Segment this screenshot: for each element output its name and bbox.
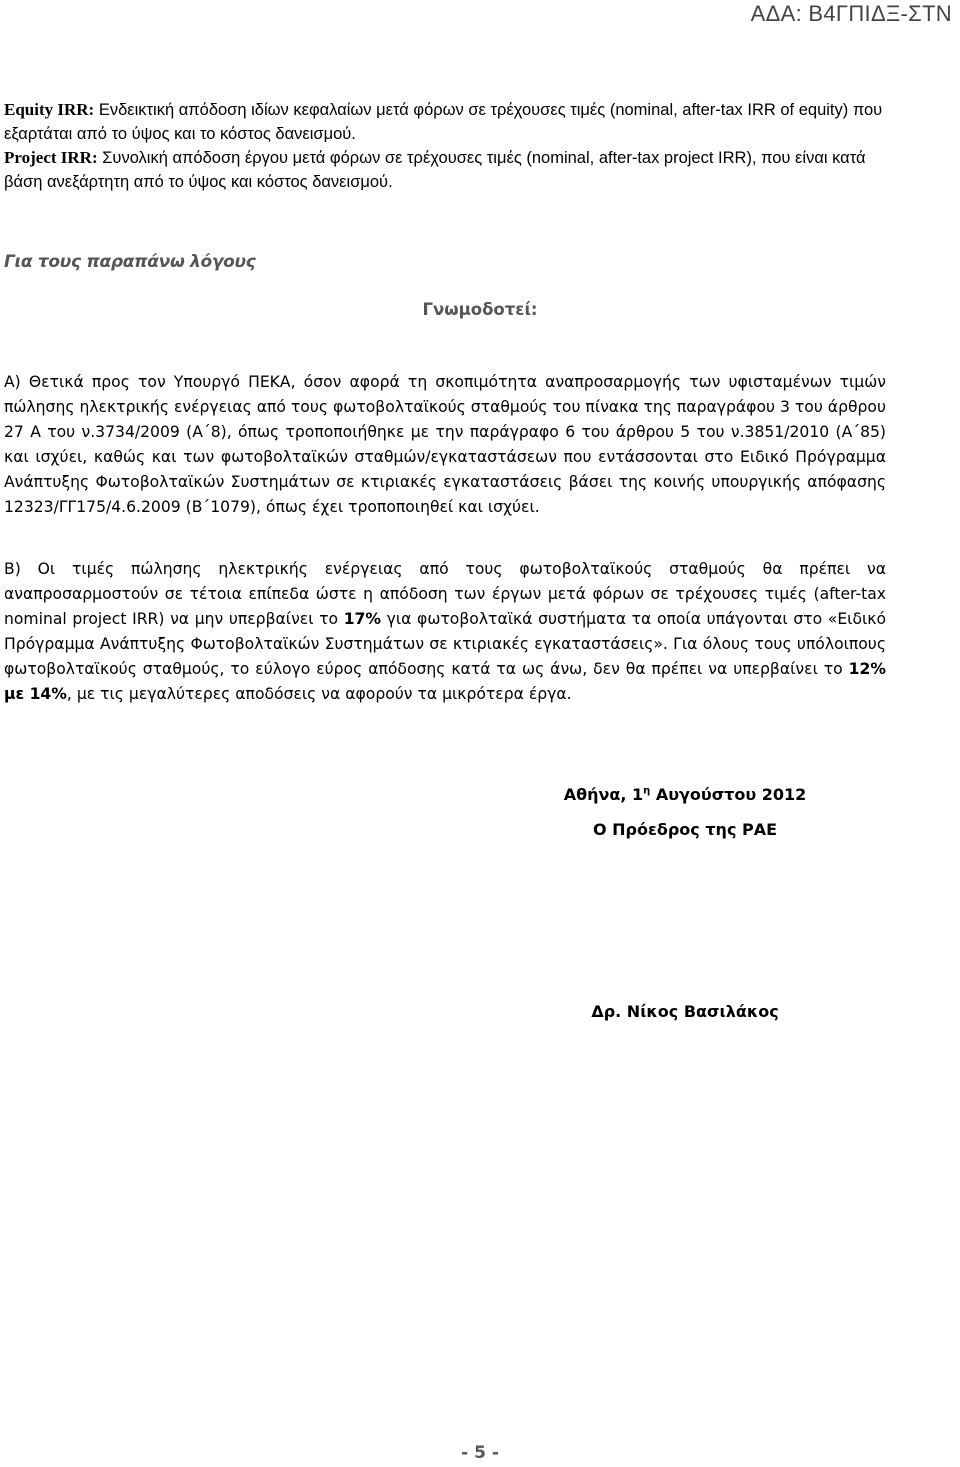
paragraph-b-text: , με τις μεγαλύτερες αποδόσεις να αφορούν τα μικρότερα έργα. — [66, 685, 572, 703]
signature-title: Ο Πρόεδρος της ΡΑΕ — [592, 820, 778, 839]
paragraph-b-bold-rate: 17% — [343, 610, 382, 628]
page-number: - 5 - — [461, 1443, 499, 1463]
term-project-irr: Project IRR: — [4, 148, 98, 167]
definition-equity-irr — [4, 98, 894, 146]
definition-text: Ενδεικτική απόδοση ιδίων κεφαλαίων μετά φόρων σε τρέχουσες τιμές (nominal, after-tax IRR of equity) που εξαρτάται από το ύψος και το κόστος δανεισμού. — [4, 101, 883, 143]
signature-place-date — [560, 785, 810, 804]
signature-place: Αθήνα, 1 — [563, 785, 644, 804]
intro-phrase: Για τους παραπάνω λόγους — [4, 252, 256, 272]
paragraph-a: Α) Θετικά προς τον Υπουργό ΠΕΚΑ, όσον αφορά τη σκοπιμότητα αναπροσαρμογής των υφισταμένων τιμών πώλησης ηλεκτρικής ενέργειας από τους φωτοβολταϊκούς σταθμούς του πίνακα της παραγράφου 3 του άρθρου 27 Α του ν.3734/2009 (Α΄8), όπως τροποποιήθηκε με την παράγραφο 6 του άρθρου 5 του ν.3851/2010 (Α΄85) και ισχύει, καθώς και των φωτοβολταϊκών σταθμών/εγκαταστάσεων που εντάσσονται στο Ειδικό Πρόγραμμα Ανάπτυξης Φωτοβολταϊκών Συστημάτων σε κτιριακές εγκαταστάσεις βάσει της κοινής υπουργικής απόφασης 12323/ΓΓ175/4.6.2009 (Β΄1079), όπως έχει τροποποιηθεί και ισχύει. — [4, 373, 886, 516]
opinion-heading: Γνωμοδοτεί: — [422, 300, 538, 319]
paragraph-b-bold-range: 12% με 14% — [4, 660, 886, 703]
paragraph-b — [4, 557, 886, 707]
definition-project-irr — [4, 146, 894, 194]
term-equity-irr: Equity IRR: — [4, 100, 95, 119]
ada-identifier: ΑΔΑ: Β4ΓΠΙΔΞ-ΣΤΝ — [750, 1, 952, 26]
definitions — [4, 98, 894, 194]
signature-date-sup: η — [643, 785, 651, 797]
definition-text: Συνολική απόδοση έργου μετά φόρων σε τρέχουσες τιμές (nominal, after-tax project IRR), που είναι κατά βάση ανεξάρτητη από το ύψος και κόστος δανεισμού. — [4, 149, 866, 191]
paragraph-b-text: Β) Οι τιμές πώλησης ηλεκτρικής ενέργειας από τους φωτοβολταϊκούς σταθμούς θα πρέπει να αναπροσαρμοστούν σε τέτοια επίπεδα ώστε η απόδοση των έργων μετά φόρων σε τρέχουσες τιμές (after-tax nominal project IRR) να μην υπερβαίνει το — [4, 560, 886, 628]
signature-date: Αυγούστου 2012 — [650, 785, 807, 804]
signature-name: Δρ. Νίκος Βασιλάκος — [591, 1002, 779, 1021]
paragraph-b-text: για φωτοβολταϊκά συστήματα τα οποία υπάγονται στο «Ειδικό Πρόγραμμα Ανάπτυξης Φωτοβολταϊκών Συστημάτων σε κτιριακές εγκαταστάσεις». Για όλους τους υπόλοιπους φωτοβολταϊκούς σταθμούς, το εύλογο εύρος απόδοσης κατά τα ως άνω, δεν θα πρέπει να υπερβαίνει το — [4, 610, 886, 678]
